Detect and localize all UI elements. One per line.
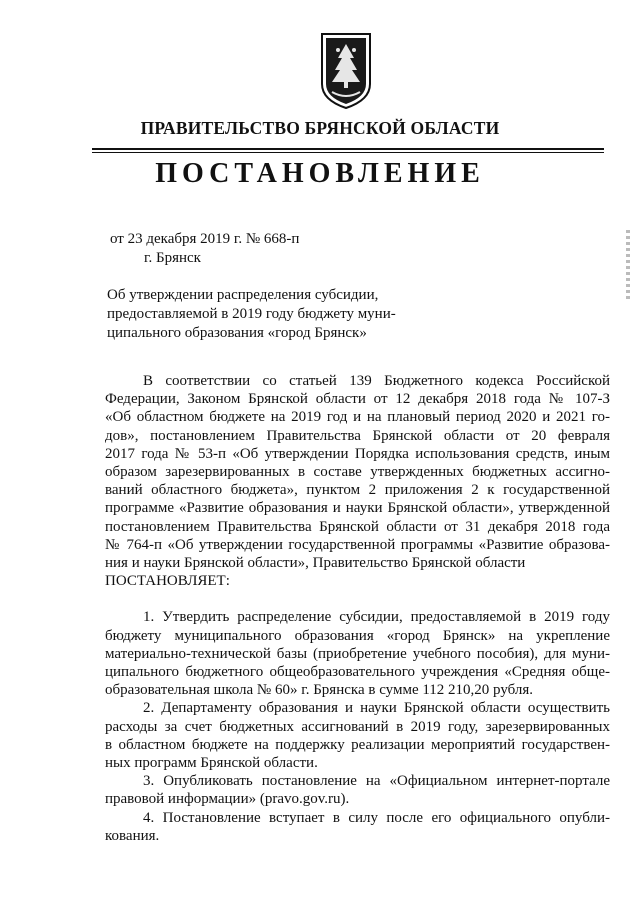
text-line: образовательная школа № 60» г. Брянска в сумме 112 210,20 рубля. — [105, 682, 534, 699]
text-line: кования. — [105, 827, 160, 844]
document-city: г. Брянск — [144, 250, 201, 266]
resolution-item-1 — [105, 608, 610, 699]
text-line: ния и науки Брянской области», Правительство Брянской области — [105, 555, 526, 572]
subject-line: Об утверждении распределения субсидии, — [107, 287, 379, 303]
text-line: образом зарезервированных в составе утвержденных бюджетных ассигно- — [105, 464, 610, 481]
text-line: ваний областного бюджета», пунктом 2 приложения 2 к государственной — [105, 482, 610, 499]
text-line: 4. Постановление вступает в силу после его официального опубли- — [143, 809, 610, 826]
subject-line: предоставляемой в 2019 году бюджету муни- — [107, 306, 396, 322]
text-line: № 764-п «Об утверждении государственной программы «Развитие образова- — [105, 536, 610, 553]
header-rule-thin — [92, 152, 604, 153]
text-line: программе «Развитие образования и науки Брянской области», утвержденной — [105, 500, 610, 517]
text-line: в областном бюджете на поддержку реализации мероприятий государствен- — [105, 736, 610, 753]
text-line: 2017 года № 53-п «Об утверждении Порядка использования средств, иным — [105, 445, 610, 462]
spacer — [105, 590, 610, 608]
resolution-item-4 — [105, 809, 610, 845]
text-line: расходы за счет бюджетных ассигнований в 2019 году, зарезервированных — [105, 718, 610, 735]
text-line: 1. Утвердить распределение субсидии, предоставляемой в 2019 году — [143, 609, 610, 626]
resolution-item-2 — [105, 699, 610, 772]
subject-line: ципального образования «город Брянск» — [107, 325, 367, 341]
government-name: ПРАВИТЕЛЬСТВО БРЯНСКОЙ ОБЛАСТИ — [140, 118, 500, 138]
text-line: 2. Департаменту образования и науки Брянской области осуществить — [143, 700, 610, 717]
header-rule-thick — [92, 148, 604, 150]
text-line: правовой информации» (pravo.gov.ru). — [105, 791, 350, 808]
text-line: ципального бюджетного общеобразовательного учреждения «Средняя обще- — [105, 664, 610, 681]
scan-margin-mark — [626, 230, 630, 300]
coat-of-arms-icon — [318, 30, 374, 112]
text-line: 3. Опубликовать постановление на «Официальном интернет-портале — [143, 773, 610, 790]
text-line: «Об областном бюджете на 2019 год и на плановый период 2020 и 2021 го- — [105, 409, 610, 426]
text-line: В соответствии со статьей 139 Бюджетного кодекса Российской — [143, 373, 610, 389]
preamble-paragraph — [105, 372, 610, 572]
text-line: Федерации, Законом Брянской области от 12 декабря 2018 года № 107-З — [105, 391, 610, 408]
text-line: бюджету муниципального образования «город Брянск» на укрепление — [105, 627, 610, 644]
resolves-keyword: ПОСТАНОВЛЯЕТ: — [105, 573, 230, 590]
text-line: постановлением Правительства Брянской области от 31 декабря 2018 года — [105, 518, 610, 535]
document-body — [105, 372, 610, 845]
resolution-item-3 — [105, 772, 610, 808]
text-line: материально-технической базы (приобретение учебного пособия), для муни- — [105, 645, 610, 662]
document-subject — [107, 286, 407, 343]
document-type: ПОСТАНОВЛЕНИЕ — [155, 158, 485, 189]
text-line: ных программ Брянской области. — [105, 755, 318, 772]
document-date-number: от 23 декабря 2019 г. № 668-п — [110, 231, 300, 247]
text-line: дов», постановлением Правительства Брянской области от 20 февраля — [105, 427, 610, 444]
